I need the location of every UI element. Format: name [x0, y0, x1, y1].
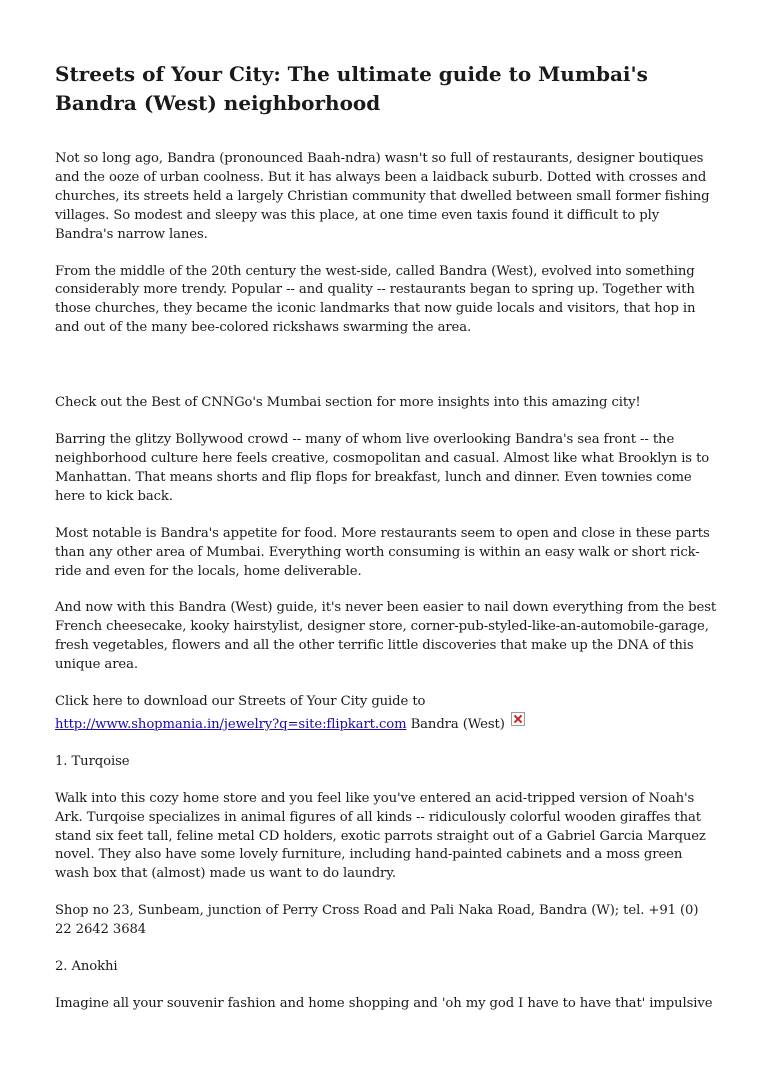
paragraph-cnngo-note: Check out the Best of CNNGo's Mumbai section for more insights into this amazing city!	[55, 395, 641, 411]
paragraph-download	[55, 693, 717, 735]
document-title: Streets of Your City: The ultimate guide to Mumbai's Bandra (West) neighborhood	[55, 62, 648, 115]
paragraph-culture: Barring the glitzy Bollywood crowd -- many of whom live overlooking Bandra's sea front -- the neighborhood culture here feels creative, cosmopolitan and casual. Almost like what Brooklyn is to Manhattan. That means shorts and flip flops for breakfast, lunch and dinner. Even townies come here to kick back.	[55, 432, 710, 504]
paragraph-intro-2: From the middle of the 20th century the west-side, called Bandra (West), evolved into something considerably more trendy. Popular -- and quality -- restaurants began to spring up. Together with those churches, they became the iconic landmarks that now guide locals and visitors, that hop in and out of the many bee-colored rickshaws swarming the area.	[55, 263, 696, 336]
paragraph-food: Most notable is Bandra's appetite for food. More restaurants seem to open and close in these parts than any other area of Mumbai. Everything worth consuming is within an easy walk or short rick-ride and even for the locals, home deliverable.	[55, 525, 710, 579]
paragraph-intro-1: Not so long ago, Bandra (pronounced Baah-ndra) wasn't so full of restaurants, designer boutiques and the ooze of urban coolness. But it has always been a laidback suburb. Dotted with crosses and churches, its streets held a largely Christian community that dwelled between small former fishing villages. So modest and sleepy was this place, at one time even taxis found it difficult to ply Bandra's narrow lanes.	[55, 151, 710, 242]
item1-description: Walk into this cozy home store and you feel like you've entered an acid-tripped version of Noah's Ark. Turqoise specializes in animal figures of all kinds -- ridiculously colorful wooden giraffes that stand six feet tall, feline metal CD holders, exotic parrots straight out of a Gabriel Garcia Marquez novel. They also have some lovely furniture, including hand-painted cabinets and a moss green wash box that (almost) made us want to do laundry.	[55, 790, 706, 882]
item2-description: Imagine all your souvenir fashion and home shopping and 'oh my god I have to have that' impulsive	[55, 996, 713, 1011]
paragraph-guide: And now with this Bandra (West) guide, it's never been easier to nail down everything from the best French cheesecake, kooky hairstylist, designer store, corner-pub-styled-like-an-automobile-garage, fresh vegetables, flowers and all the other terrific little discoveries that make up the DNA of this unique area.	[55, 600, 717, 673]
download-link[interactable]: http://www.shopmania.in/jewelry?q=site:flipkart.com	[55, 716, 407, 732]
document-page	[55, 60, 717, 1032]
download-prefix: Click here to download our Streets of Your City guide to	[55, 694, 426, 710]
document-body	[55, 150, 717, 1014]
download-suffix: Bandra (West)	[406, 716, 505, 732]
item2-heading: 2. Anokhi	[55, 959, 118, 975]
broken-image-icon	[511, 712, 525, 726]
item1-address: Shop no 23, Sunbeam, junction of Perry Cross Road and Pali Naka Road, Bandra (W); tel. +91 (0) 22 2642 3684	[55, 903, 699, 938]
item1-heading: 1. Turqoise	[55, 753, 130, 769]
